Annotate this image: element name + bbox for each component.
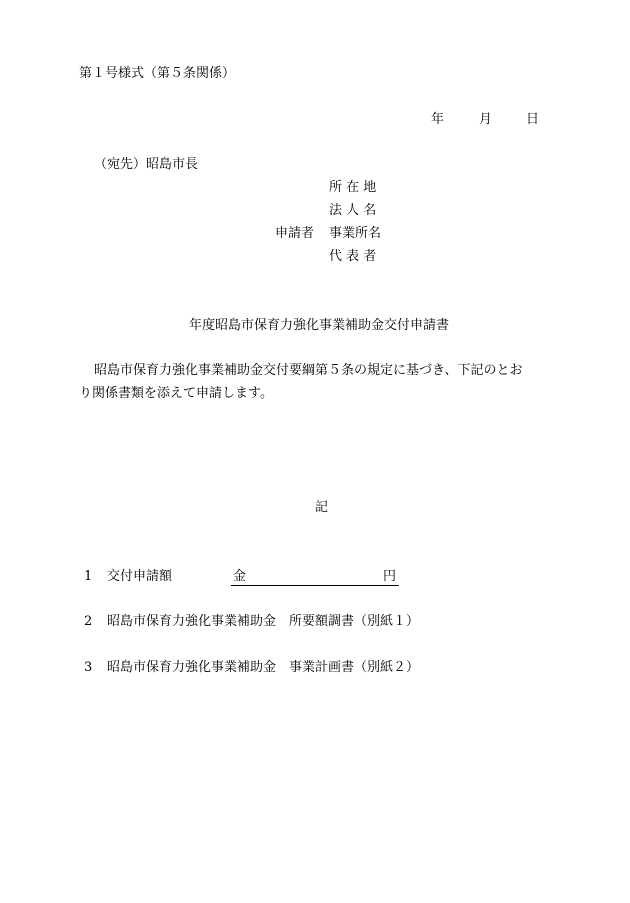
amount-underline [231, 568, 399, 586]
applicant-field-office-name: 事業所名 [329, 226, 382, 241]
item-3-text: 昭島市保育力強化事業補助金 事業計画書（別紙２） [107, 660, 420, 675]
applicant-field-address: 所 在 地 [329, 180, 377, 195]
item-3-number: 3 [84, 660, 93, 675]
item-2-number: 2 [84, 614, 93, 629]
date-month-label: 月 [479, 112, 493, 127]
document-title: 年度昭島市保育力強化事業補助金交付申請書 [189, 318, 450, 333]
applicant-field-representative: 代 表 者 [329, 249, 377, 264]
applicant-label: 申請者 [275, 226, 315, 241]
amount-suffix: 円 [383, 569, 397, 584]
body-text-line-2: り関係書類を添えて申請します。 [79, 386, 273, 401]
item-1-text: 交付申請額 [107, 569, 173, 584]
applicant-field-corporation-name: 法 人 名 [329, 203, 377, 218]
form-number: 第１号様式（第５条関係） [79, 66, 236, 81]
date-day-label: 日 [526, 112, 540, 127]
addressee: （宛先）昭島市長 [94, 157, 199, 172]
item-1-number: 1 [84, 569, 93, 584]
date-year-label: 年 [431, 112, 445, 127]
item-2-text: 昭島市保育力強化事業補助金 所要額調書（別紙１） [107, 614, 420, 629]
body-text-line-1: 昭島市保育力強化事業補助金交付要綱第５条の規定に基づき、下記のとお [94, 363, 523, 378]
amount-prefix: 金 [233, 569, 247, 584]
ki-heading: 記 [315, 500, 329, 515]
